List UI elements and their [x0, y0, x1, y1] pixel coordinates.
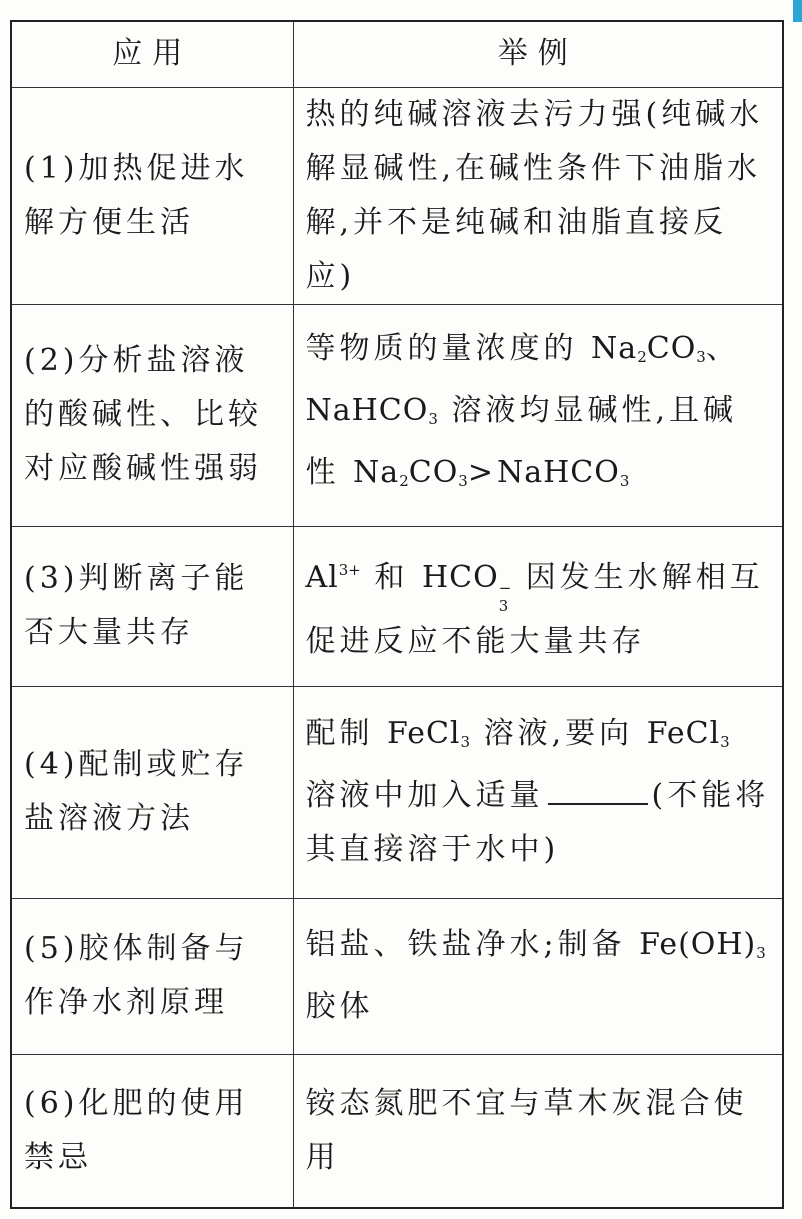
formula-nahco3: NaHCO$_3$: [305, 393, 438, 428]
formula-al-ion: $Al^{3+}$: [305, 560, 361, 595]
formula-na2co3: $Na_2CO_3$: [591, 331, 706, 366]
table-header-row: [11, 21, 783, 87]
application-cell: (2)分析盐溶液的酸碱性、比较对应酸碱性强弱: [11, 304, 293, 526]
formula-fecl3: FeCl$_3$: [387, 716, 471, 751]
example-cell: 等物质的量浓度的 $Na_2CO_3$、NaHCO$_3$ 溶液均显碱性,且碱性 $Na_2CO_3>NaHCO_3$: [293, 304, 783, 526]
table-row: [11, 87, 783, 304]
example-cell: 热的纯碱溶液去污力强(纯碱水解显碱性,在碱性条件下油脂水解,并不是纯碱和油脂直接反应): [293, 87, 783, 304]
header-application: 应用: [11, 21, 293, 87]
application-cell: (5)胶体制备与作净水剂原理: [11, 898, 293, 1054]
table-row: [11, 686, 783, 898]
application-cell: (4)配制或贮存盐溶液方法: [11, 686, 293, 898]
fill-in-blank[interactable]: [548, 769, 648, 805]
salt-hydrolysis-applications-table: [10, 20, 784, 1209]
example-cell: 铝盐、铁盐净水;制备 $Fe(OH)_3$ 胶体: [293, 898, 783, 1054]
table-row: [11, 898, 783, 1054]
formula-fecl3: FeCl$_3$: [646, 716, 730, 751]
example-cell: 配制 FeCl$_3$ 溶液,要向 FeCl$_3$ 溶液中加入适量 (不能将其直接溶于水中): [293, 686, 783, 898]
example-cell: 铵态氮肥不宜与草木灰混合使用: [293, 1054, 783, 1208]
formula-na2co3: $Na_2CO_3$: [353, 455, 468, 490]
application-cell: (3)判断离子能否大量共存: [11, 526, 293, 686]
formula-nahco3: NaHCO$_3$: [496, 455, 630, 490]
corner-accent-bar: [793, 0, 802, 22]
formula-hco3-ion: HCO − 3: [421, 560, 513, 615]
example-text: 等物质的量浓度的: [305, 331, 592, 366]
example-cell: $Al^{3+}$ 和 HCO − 3 因发生水解相互促进反应不能大量共存: [293, 526, 783, 686]
table-row: [11, 304, 783, 526]
application-cell: (1)加热促进水解方便生活: [11, 87, 293, 304]
application-cell: (6)化肥的使用禁忌: [11, 1054, 293, 1208]
header-example: 举例: [293, 21, 783, 87]
greater-than-sign: >: [467, 455, 497, 490]
formula-feoh3: $Fe(OH)_3$: [639, 927, 766, 962]
table-row: [11, 1054, 783, 1208]
table-row: [11, 526, 783, 686]
